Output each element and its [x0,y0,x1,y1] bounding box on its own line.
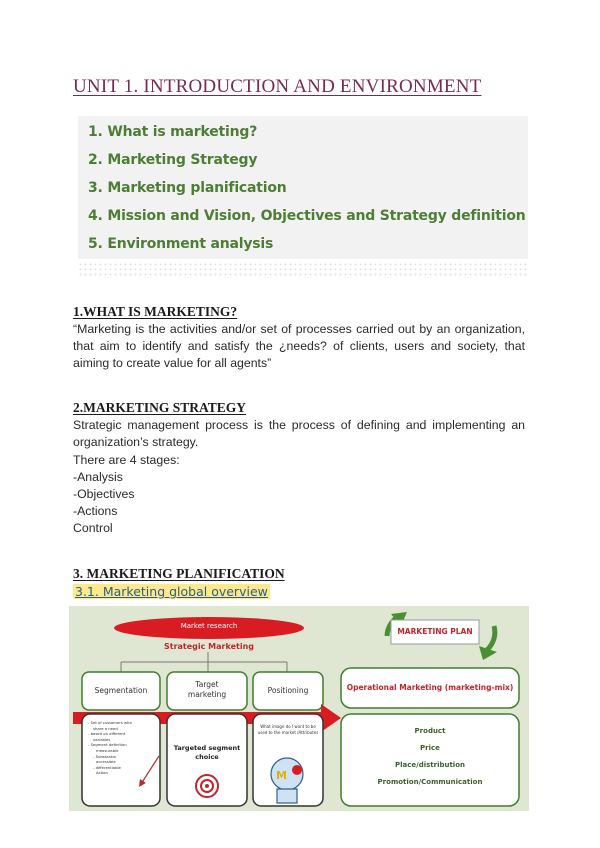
positioning-label: Positioning [267,686,309,695]
stage-item: Control [73,521,113,535]
marketing-plan-label: MARKETING PLAN [397,627,473,636]
table-of-contents [78,116,528,259]
segmentation-label: Segmentation [94,686,148,695]
section-paragraph: “Marketing is the activities and/or set of processes carried out by an organization, that aim to identify and satisfy the ¿needs? of clients, users and society, that aiming to create value for all agents” [73,322,525,370]
segment-note: - Segment definition [88,742,127,748]
segment-note: share a need [93,725,118,731]
subsection-heading: 3.1. Marketing global overview [75,584,268,599]
section-heading: 1.WHAT IS MARKETING? [73,304,238,319]
market-research-label: Market research [180,622,238,630]
section-heading: 2.MARKETING STRATEGY [73,400,247,415]
stage-item: -Analysis [73,470,123,484]
mix-item: Price [420,744,440,752]
toc-item: 5. Environment analysis [88,236,274,252]
mix-item: Place/distribution [394,761,465,769]
unit-title: UNIT 1. INTRODUCTION AND ENVIRONMENT [73,76,482,97]
strategic-marketing-label: Strategic Marketing [164,642,254,651]
mix-item: Product [414,727,446,735]
segment-note: variables [93,736,111,742]
segment-note: accessible [96,759,116,765]
segmentation-notes [88,720,158,776]
svg-text:M: M [276,769,287,782]
marketing-overview-diagram [69,606,529,811]
segment-note: - Substantia [93,753,116,759]
segment-note: - Set of customers who [88,720,132,725]
stage-item: -Objectives [73,487,135,501]
section-paragraph: Strategic management process is the process of defining and implementing an organization’s strategy. [73,418,525,449]
targeting-label: Target marketing [187,680,227,699]
toc-item: 2. Marketing Strategy [88,152,258,168]
stage-item: -Actions [73,504,118,518]
segment-note: measurable [96,747,119,753]
targeted-segment-choice: Targeted segment choice [173,744,241,761]
decorative-pattern [78,262,528,278]
operational-marketing-label: Operational Marketing (marketing-mix) [346,683,514,692]
section-heading: 3. MARKETING PLANIFICATION [73,566,285,581]
toc-item: 1. What is marketing? [88,124,258,140]
stages-intro: There are 4 stages: [73,453,180,467]
segment-note: - differentiable [93,764,121,770]
mix-item: Promotion/Communication [377,778,483,786]
toc-item: 3. Marketing planification [88,180,287,196]
segment-note: - based on different [88,731,126,737]
toc-item: 4. Mission and Vision, Objectives and Strategy definition [88,208,526,224]
segment-note: Action [96,770,108,776]
positioning-note: What image do I want to be used to the market /Attributes [257,724,319,735]
